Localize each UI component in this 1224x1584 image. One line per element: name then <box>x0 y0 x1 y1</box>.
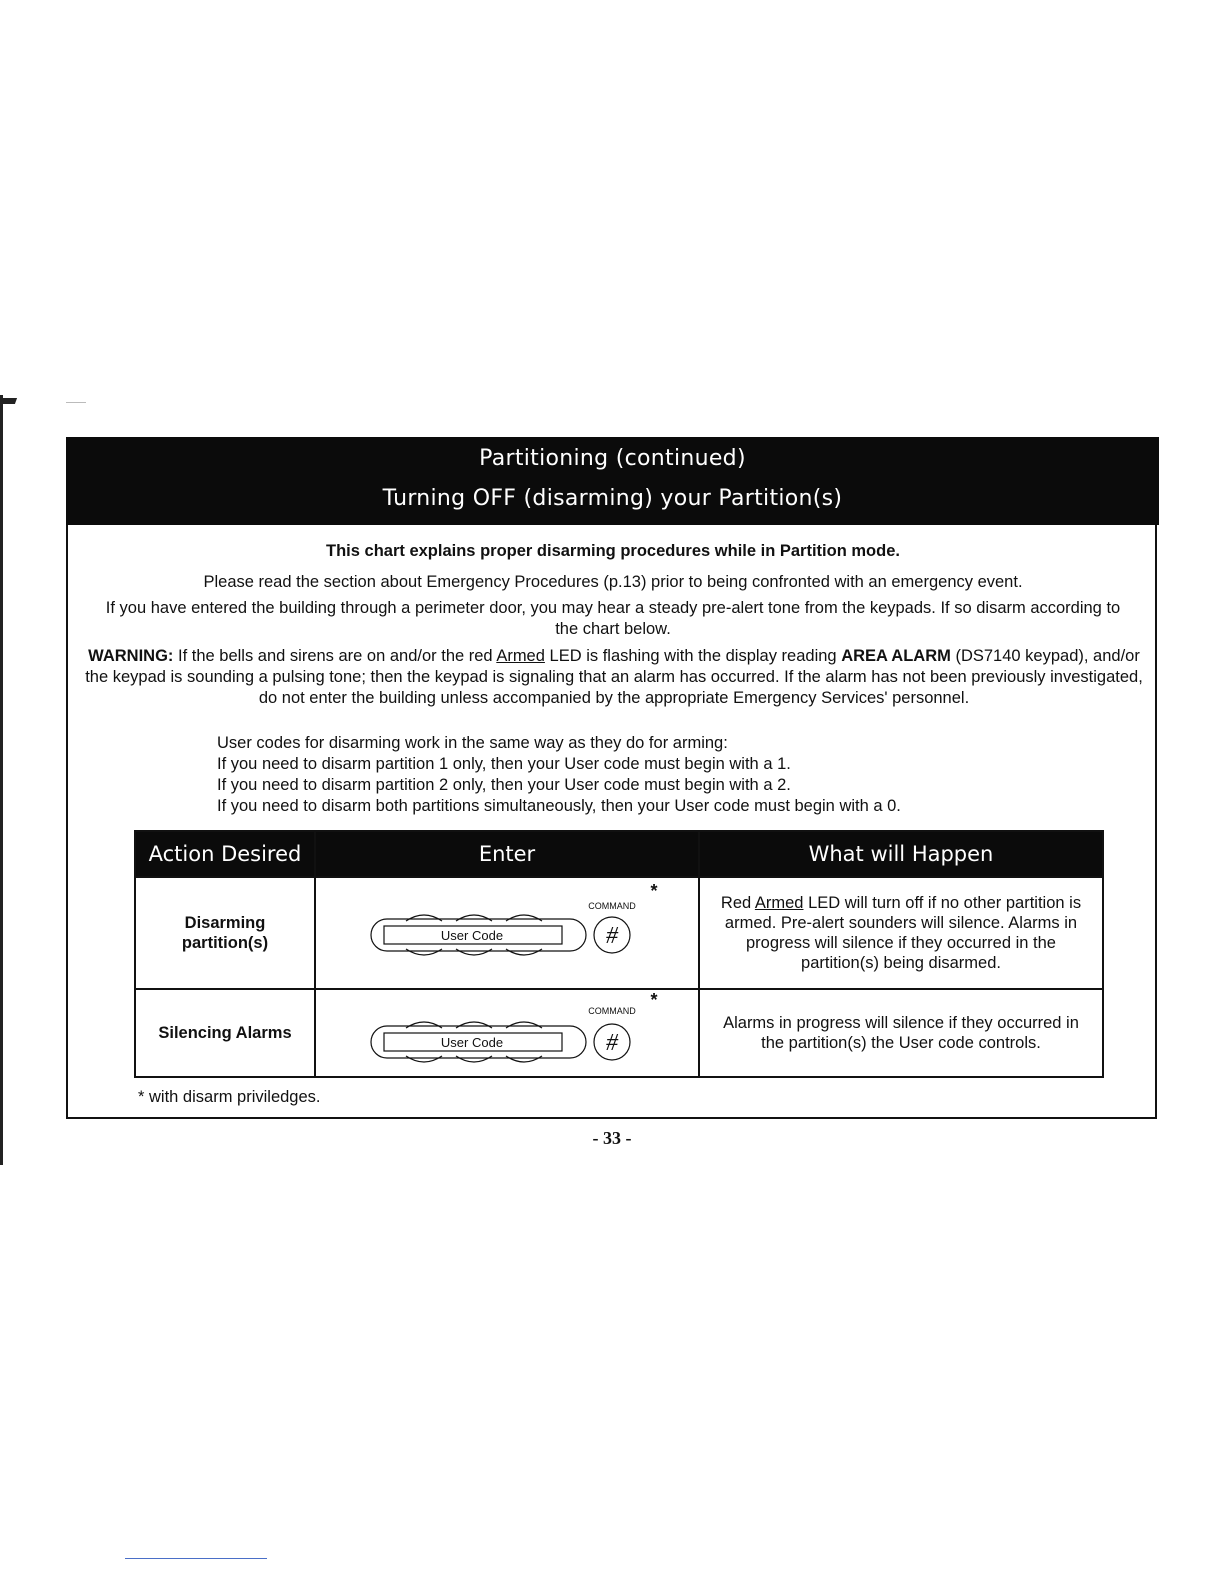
table-header-row <box>135 831 1103 877</box>
user-code-rule: If you need to disarm both partitions simultaneously, then your User code must begin with a 0. <box>217 797 901 815</box>
perimeter-note: If you have entered the building through a perimeter door, you may hear a steady pre-alert tone from the keypads. If so disarm according to the chart below. <box>105 599 1121 638</box>
page-number: - 33 - <box>592 1128 632 1148</box>
read-note: Please read the section about Emergency Procedures (p.13) prior to being confronted with an emergency event. <box>203 573 1023 591</box>
warning-area-alarm: AREA ALARM <box>841 647 951 665</box>
user-code-rule: If you need to disarm partition 1 only, then your User code must begin with a 1. <box>217 755 791 773</box>
scan-bottom-line <box>125 1558 267 1559</box>
header-action-desired: Action Desired <box>135 831 315 877</box>
user-code-key-label: User Code <box>440 928 504 943</box>
result-armed: Armed <box>754 894 804 912</box>
command-key-hash: # <box>606 1030 618 1056</box>
enter-cell <box>315 877 699 989</box>
enter-cell <box>315 989 699 1077</box>
table-row <box>135 877 1103 989</box>
warning-label: WARNING: <box>88 647 174 665</box>
scan-edge-mark <box>0 395 3 1165</box>
action-cell <box>135 877 315 989</box>
action-label: Disarming partition(s) <box>181 914 269 952</box>
result-cell <box>699 989 1103 1077</box>
warning-text-1: If the bells and sirens are on and/or the red <box>178 647 493 665</box>
header-what-will-happen: What will Happen <box>699 831 1103 877</box>
privilege-asterisk: * <box>650 990 658 1010</box>
warning-paragraph <box>78 646 1150 709</box>
footnote: * with disarm priviledges. <box>138 1088 321 1106</box>
user-code-rule: If you need to disarm partition 2 only, then your User code must begin with a 2. <box>217 776 791 794</box>
result-text <box>700 893 1102 973</box>
keypad-sequence-diagram <box>316 879 696 987</box>
disarm-procedure-table <box>134 830 1104 1078</box>
warning-text-2: LED is flashing with the display reading <box>549 647 837 665</box>
section-title: Partitioning (continued) <box>479 446 746 471</box>
result-rest: LED will turn off if no other partition is armed. Pre-alert sounders will silence. Alarms in progress will silence if they occurred in the partition(s) being disarmed. <box>724 894 1082 972</box>
scan-corner-mark <box>0 398 17 404</box>
result-text: Alarms in progress will silence if they occurred in the partition(s) the User code controls. <box>723 1014 1079 1052</box>
user-code-key-label: User Code <box>440 1035 504 1050</box>
keypad-sequence-diagram <box>316 990 696 1076</box>
result-cell <box>699 877 1103 989</box>
privilege-asterisk: * <box>650 881 658 901</box>
section-header <box>66 437 1159 525</box>
command-key-label: COMMAND <box>588 1006 636 1016</box>
command-key-hash: # <box>606 923 618 949</box>
warning-text-3: (DS7140 keypad), and/or the keypad is sounding a pulsing tone; then the keypad is signaling that an alarm has occurred. If the alarm has not been previously investigated, do not enter the building unless accompanied by the appropriate Emergency Services' personnel. <box>85 647 1143 707</box>
action-label: Silencing Alarms <box>158 1024 292 1042</box>
scan-dash-mark <box>66 402 86 403</box>
command-key-label: COMMAND <box>588 901 636 911</box>
warning-armed: Armed <box>496 647 545 665</box>
user-code-rule: User codes for disarming work in the same way as they do for arming: <box>217 734 728 752</box>
action-cell <box>135 989 315 1077</box>
chart-note: This chart explains proper disarming procedures while in Partition mode. <box>326 542 900 560</box>
result-prefix: Red <box>720 894 752 912</box>
table-row <box>135 989 1103 1077</box>
header-enter: Enter <box>315 831 699 877</box>
section-subtitle: Turning OFF (disarming) your Partition(s) <box>382 486 843 511</box>
user-code-rules <box>217 733 901 817</box>
